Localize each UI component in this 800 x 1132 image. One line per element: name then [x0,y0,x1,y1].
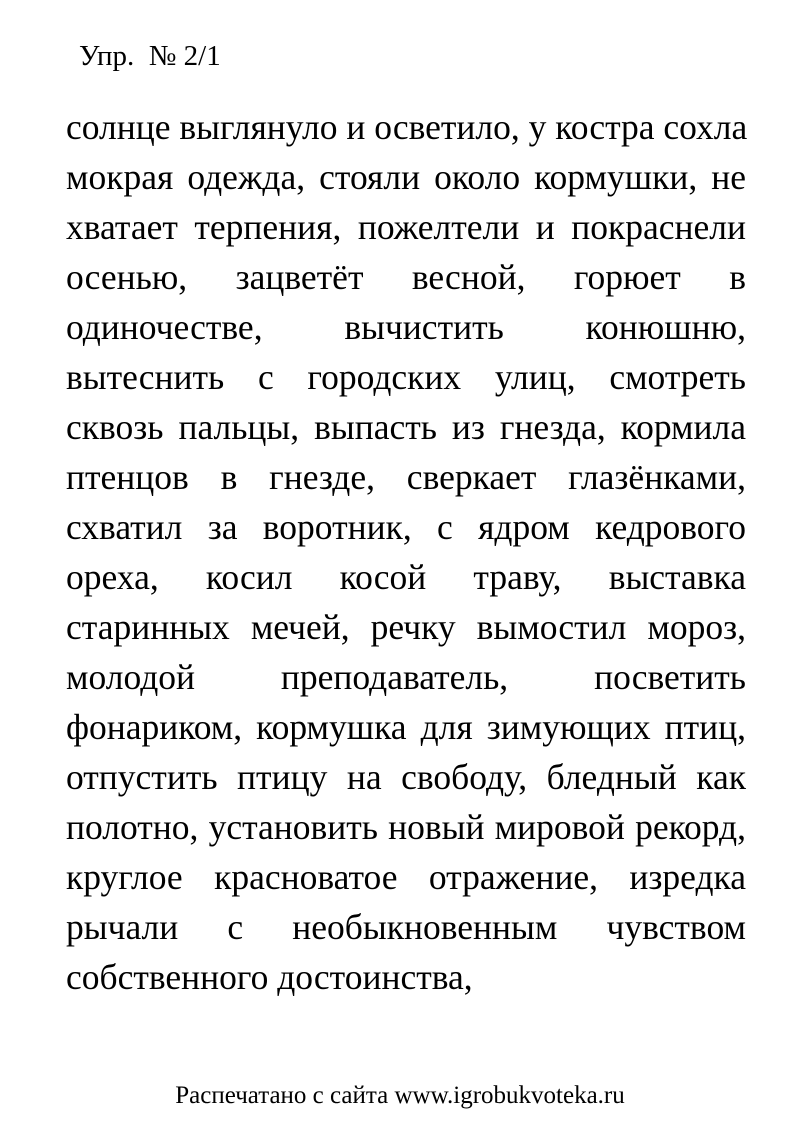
text-line: полотно, установить новый мировой рекорд, [66,807,746,847]
text-line: сквозь пальцы, выпасть из гнезда, кормила [66,407,746,447]
text-line: фонариком, кормушка для зимующих птиц, [66,707,746,747]
exercise-text [66,102,746,1002]
text-line: мокрая одежда, стояли около кормушки, не [66,157,746,197]
text-line: одиночестве, вычистить конюшню, [66,307,746,347]
text-line: старинных мечей, речку вымостил мороз, [66,607,746,647]
text-line: солнце выглянуло и осветило, у костра сохла [66,107,748,147]
text-line: рычали с необыкновенным чувством [66,907,746,947]
text-line: молодой преподаватель, посветить [66,657,746,697]
text-line: птенцов в гнезде, сверкает глазёнками, [66,457,746,497]
text-line: ореха, косил косой траву, выставка [66,557,746,597]
text-line: схватил за воротник, с ядром кедрового [66,507,746,547]
text-line: круглое красноватое отражение, изредка [66,857,746,897]
footer-source-note: Распечатано с сайта www.igrobukvoteka.ru [175,1082,625,1109]
exercise-number: Упр. № 2/1 [79,40,221,72]
text-line: вытеснить с городских улиц, смотреть [66,357,746,397]
text-line: осенью, зацветёт весной, горюет в [66,257,746,297]
text-line: хватает терпения, пожелтели и покраснели [66,207,746,247]
text-line: отпустить птицу на свободу, бледный как [66,757,746,797]
text-line: собственного достоинства, [66,957,473,997]
